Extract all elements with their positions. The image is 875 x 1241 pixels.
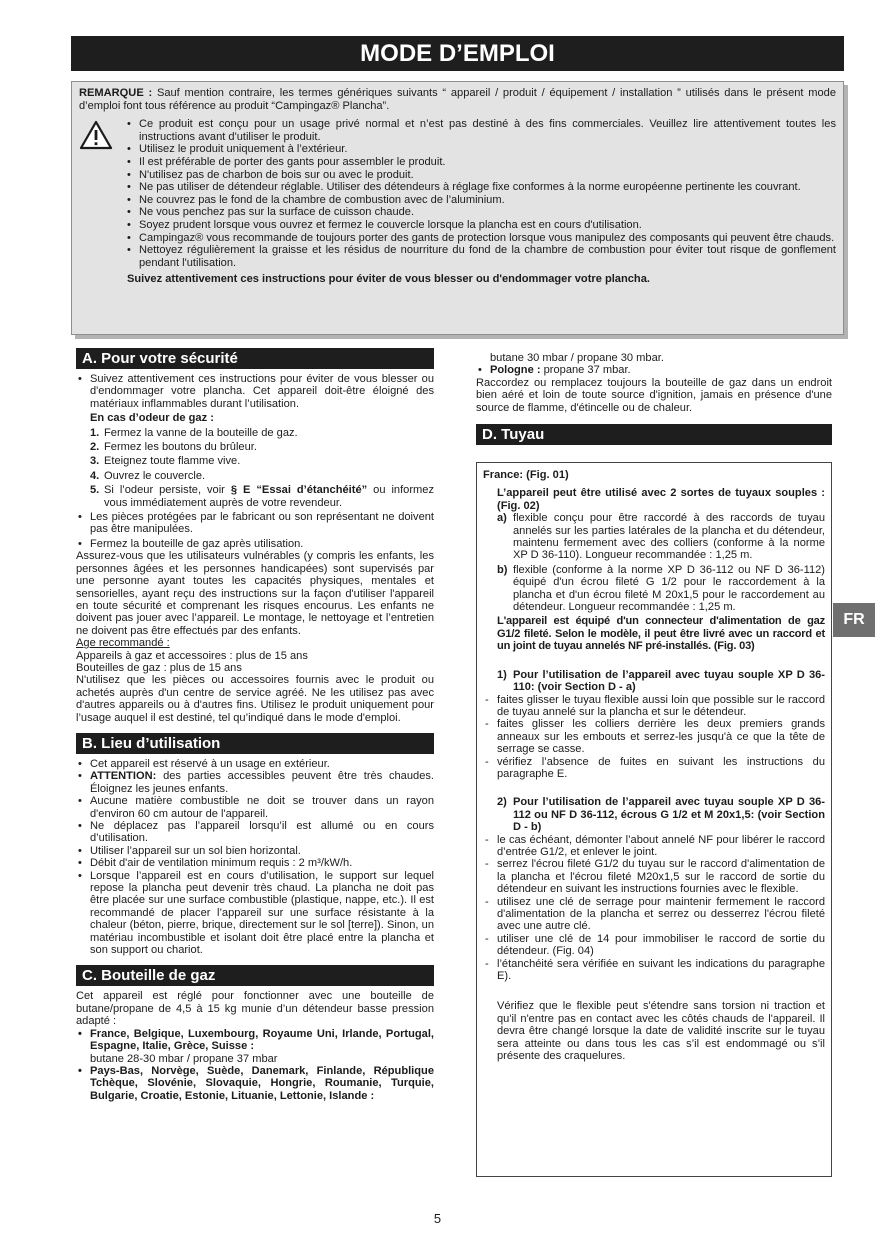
notice-item: • N'utilisez pas de charbon de bois sur ou avec le produit.	[127, 169, 836, 182]
section-b-bullet: • Utiliser l’appareil sur un sol bien horizontal.	[76, 845, 434, 857]
case-2-title: 2) Pour l’utilisation de l’appareil avec tuyau souple XP D 36-112 ou NF D 36-112, écrous G 1/2 et M 20x1,5: (voir Section D - b)	[497, 796, 825, 834]
section-b-bullet: • Aucune matière combustible ne doit se trouver dans un rayon d'environ 60 cm autour de l'appareil.	[76, 795, 434, 820]
hose-closing-paragraph: Vérifiez que le flexible peut s'étendre sans torsion ni traction et qu'il n'entre pas en contact avec les côtés chauds de l'appareil. Il devra être changé lorsque la date de validité inscrite sur le tuyau sera atteinte ou dans tous les cas s’il est endommagé ou s’il présente des craquelures.	[497, 1000, 825, 1063]
section-a-title: Pour votre sécurité	[101, 350, 238, 367]
section-c-title: Bouteille de gaz	[101, 967, 216, 985]
notice-item: • Ne vous penchez pas sur la surface de cuisson chaude.	[127, 206, 836, 219]
case-1-step: - faites glisser le tuyau flexible aussi loin que possible sur le raccord de tuyau annelé sur la plancha et sur le détendeur.	[483, 694, 825, 719]
section-c-letter: C.	[82, 967, 97, 985]
case-1-step: - vérifiez l’absence de fuites en suivant les instructions du paragraphe E.	[483, 756, 825, 781]
section-b-letter: B.	[82, 734, 97, 752]
country-group-1-pressure: butane 28-30 mbar / propane 37 mbar	[90, 1052, 278, 1065]
parts-paragraph: N'utilisez que les pièces ou accessoires fournis avec le produit ou achetés auprès d'un centre de service agréé. Ne les utilisez pas avec d'autres appareils ou à d'autres fins. Utilisez le produit uniquement pour l’usage auquel il est destiné, tel qu’indiqué dans le mode d'emploi.	[76, 674, 434, 724]
ventilation-bullet: • Débit d'air de ventilation minimum requis : 2 m³/kW/h.	[76, 857, 434, 869]
section-a-bullet: • Les pièces protégées par le fabricant ou son représentant ne doivent pas être manipulées.	[76, 511, 434, 536]
section-c-closing: Raccordez ou remplacez toujours la bouteille de gaz dans un endroit bien aéré et loin de toute source d'ignition, jamais en présence d'une source de flamme, d'étincelle ou de chaleur.	[476, 376, 832, 414]
age-line: Bouteilles de gaz : plus de 15 ans	[76, 661, 242, 674]
connector-note: L'appareil est équipé d'un connecteur d'alimentation de gaz G1/2 fileté. Selon le modèle, il peut être livré avec un raccord et un joint de tuyau annelés NF pré-installés. (Fig. 03)	[497, 615, 825, 653]
gas-step: 3. Eteignez toute flamme vive.	[90, 455, 241, 468]
poland-line: • Pologne : propane 37 mbar.	[476, 364, 832, 376]
two-hose-types: L’appareil peut être utilisé avec 2 sortes de tuyaux souples : (Fig. 02)	[497, 487, 825, 512]
notice-item: • Nettoyez régulièrement la graisse et les résidus de nourriture du fond de la chambre de combustion pour éviter tout risque de gonflement pendant l'utilisation.	[127, 244, 836, 269]
section-d-title: Tuyau	[501, 426, 545, 444]
case-2-step: - le cas échéant, démonter l’about annelé NF pour libérer le raccord d’entrée G1/2, et enlever le joint.	[483, 834, 825, 859]
section-b-title: Lieu d’utilisation	[101, 734, 221, 752]
section-b-bullet: • Cet appareil est réservé à un usage en extérieur.	[76, 758, 434, 770]
section-a-header	[76, 348, 434, 369]
hose-type-b: b) flexible (conforme à la norme XP D 36-112 ou NF D 36-112) équipé d'un écrou fileté G 1/2 pour le raccordement à la plancha et d'un écrou fileté M 20x1,5 pour le raccordement au détendeur. Longueur recommandée : 1,25 m.	[497, 563, 825, 614]
gas-step: 1. Fermez la vanne de la bouteille de gaz.	[90, 426, 298, 439]
section-c-header	[76, 965, 434, 986]
section-a-letter: A.	[82, 350, 97, 367]
section-b-bullet: • Lorsque l’appareil est en cours d’utilisation, le support sur lequel repose la plancha peut devenir très chaud. La plancha ne doit pas être placée sur une surface combustible (plastique, nappe, etc.). Il est recommandé de placer l’appareil sur une surface résistante à la chaleur (béton, pierre, brique, directement sur le sol [terre]). Sinon, un matériau incombustible et isolant doit être placé entre la plancha et son support ou chariot.	[76, 870, 434, 957]
page-title: MODE D’EMPLOI	[71, 36, 844, 71]
notice-item: • Utilisez le produit uniquement à l’extérieur.	[127, 143, 836, 156]
warning-triangle-icon	[79, 118, 127, 286]
language-tab-fr: FR	[833, 603, 875, 637]
notice-item: • Ce produit est conçu pour un usage privé normal et n’est pas destiné à des fins commerciales. Veuillez lire attentivement toutes les instructions avant d'utiliser le produit.	[127, 118, 836, 143]
notice-closing: Suivez attentivement ces instructions pour éviter de vous blesser ou d'endommager votre plancha.	[127, 273, 650, 286]
vulnerable-users-paragraph: Assurez-vous que les utilisateurs vulnérables (y compris les enfants, les personnes âgées et les personnes handicapées) sont supervisés par une personne ayant toutes les capacités physiques, mentales et sensorielles, ayant reçu des instructions sur la façon d'utiliser l'appareil en toute sécurité et comprenant les risques encourus. Les enfants ne doivent pas jouer avec l’appareil. Le montage, le nettoyage et l’entretien ne doivent pas être effectués par des enfants.	[76, 550, 434, 637]
gas-step: 4. Ouvrez le couvercle.	[90, 469, 206, 482]
gas-step-5: 5. Si l’odeur persiste, voir § E “Essai d’étanchéité” ou informez vous immédiatement auprès de votre revendeur.	[90, 484, 435, 509]
age-heading: Age recommandé :	[76, 637, 170, 650]
section-a-bullet: • Fermez la bouteille de gaz après utilisation.	[76, 538, 434, 550]
case-2-step: - l’étanchéité sera vérifiée en suivant les indications du paragraphe E).	[483, 958, 825, 983]
france-label: France: (Fig. 01)	[483, 469, 569, 481]
remark-notice-box	[71, 81, 844, 335]
notice-item: • Soyez prudent lorsque vous ouvrez et fermez le couvercle lorsque la plancha est en cours d'utilisation.	[127, 219, 836, 232]
section-d-header	[476, 424, 832, 445]
country-group-1: • France, Belgique, Luxembourg, Royaume Uni, Irlande, Portugal, Espagne, Italie, Grèce, Suisse :	[76, 1028, 434, 1053]
notice-item: • Ne couvrez pas le fond de la chambre de combustion avec de l’aluminium.	[127, 194, 836, 207]
notice-item: • Campingaz® vous recommande de toujours porter des gants de protection lorsque vous manipulez des composants qui peuvent être chauds.	[127, 232, 836, 245]
left-column	[76, 348, 434, 1102]
hose-type-a: a) flexible conçu pour être raccordé à des raccords de tuyau annelés sur les parties latérales de la plancha et du détendeur, maintenu fermement avec des colliers (conforme à la norme XP D 36-110). Longueur recommandée : 1,25 m.	[497, 512, 825, 562]
hose-instructions-box	[476, 462, 832, 1177]
section-d-letter: D.	[482, 426, 497, 444]
country-group-2: • Pays-Bas, Norvège, Suède, Danemark, Finlande, République Tchèque, Slovénie, Slovaquie, Hongrie, Roumanie, Turquie, Bulgarie, Croatie, Estonie, Lituanie, Lettonie, Islande :	[76, 1065, 434, 1102]
right-column-top	[476, 352, 832, 449]
attention-bullet: • ATTENTION: des parties accessibles peuvent être très chaudes. Éloignez les jeunes enfants.	[76, 770, 434, 795]
case-2-step: - utilisez une clé de serrage pour maintenir fermement le raccord d'alimentation de la plancha et serrez ou desserrez l'écrou fileté avec une autre clé.	[483, 896, 825, 933]
age-line: Appareils à gaz et accessoires : plus de 15 ans	[76, 649, 308, 662]
case-1-title: 1) Pour l’utilisation de l’appareil avec tuyau souple XP D 36-110: (voir Section D - a)	[497, 668, 825, 694]
section-b-bullet: • Ne déplacez pas l’appareil lorsqu’il est allumé ou en cours d’utilisation.	[76, 820, 434, 845]
section-c-intro: Cet appareil est réglé pour fonctionner avec une bouteille de butane/propane de 4,5 à 15 kg munie d’un détendeur basse pression adapté :	[76, 990, 434, 1028]
section-b-header	[76, 733, 434, 754]
page-number: 5	[433, 1211, 442, 1226]
gas-smell-heading: En cas d’odeur de gaz :	[90, 412, 214, 425]
case-1-step: - faites glisser les colliers derrière les deux premiers grands anneaux sur les embouts et serrez-les jusqu'à ce que la tête de serrage se casse.	[483, 718, 825, 755]
case-2-step: - serrez l'écrou fileté G1/2 du tuyau sur le raccord d'alimentation de la plancha et l'écrou fileté M20x1,5 sur le raccord de sortie du détendeur en suivant les instructions fournies avec le flexible.	[483, 858, 825, 895]
notice-item: • Ne pas utiliser de détendeur réglable. Utiliser des détendeurs à réglage fixe conformes à la norme européenne pertinente les couvrant.	[127, 181, 836, 194]
notice-item: • Il est préférable de porter des gants pour assembler le produit.	[127, 156, 836, 169]
section-a-intro: • Suivez attentivement ces instructions pour éviter de vous blesser ou d'endommager votre plancha. Cet appareil doit-être éloigné des matériaux inflammables durant l’utilisation.	[76, 373, 434, 410]
case-2-step: - utiliser une clé de 14 pour immobiliser le raccord de sortie du détendeur. (Fig. 04)	[483, 933, 825, 958]
gas-step: 2. Fermez les boutons du brûleur.	[90, 441, 257, 454]
remark-text: Sauf mention contraire, les termes génériques suivants “ appareil / produit / équipement / installation ” utilisés dans le présent mode d’emploi font tous référence au produit “Campingaz® Plancha”.	[79, 87, 836, 112]
remark-label: REMARQUE :	[79, 87, 153, 99]
remark-paragraph	[79, 87, 836, 112]
country-group-2-pressure: butane 30 mbar / propane 30 mbar.	[490, 352, 664, 364]
